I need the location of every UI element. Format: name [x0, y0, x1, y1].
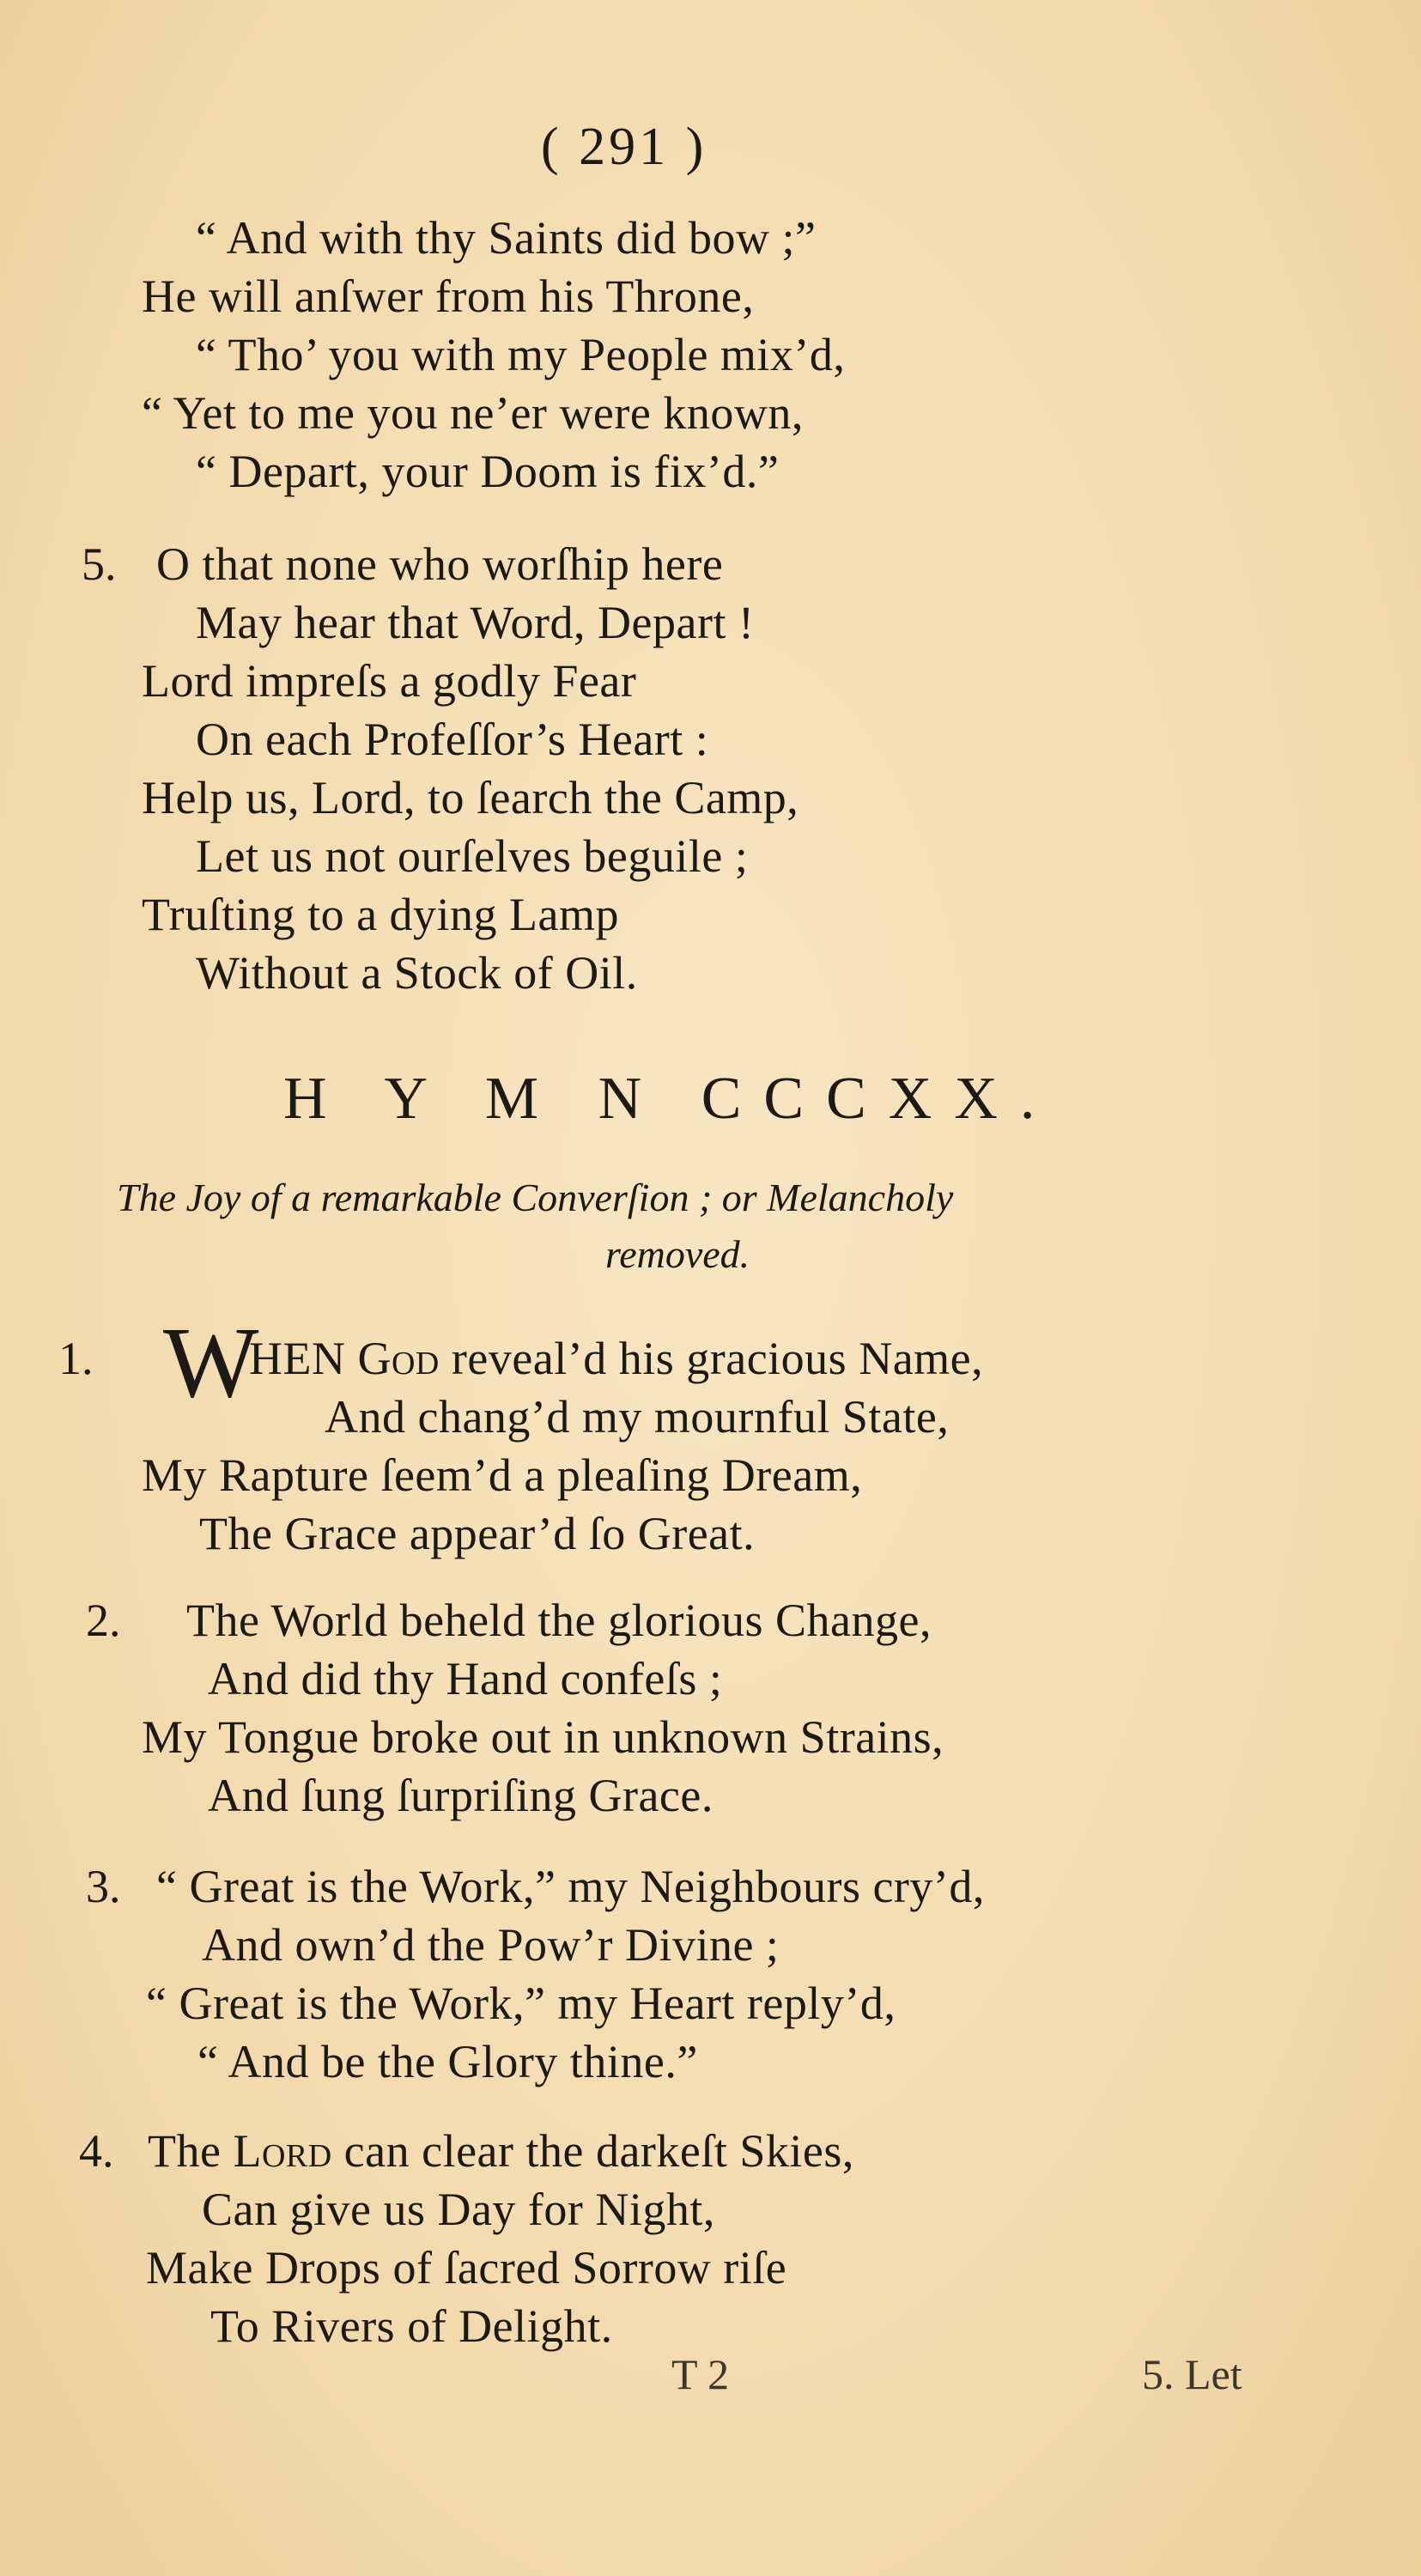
verse-line: “ Tho’ you with my People mix’d, — [196, 329, 846, 380]
verse-line: “ Great is the Work,” my Neighbours cry’d, — [156, 1861, 985, 1912]
verse-line: My Tongue broke out in unknown Strains, — [142, 1711, 944, 1763]
stanza-number: 4. — [79, 2125, 114, 2177]
signature-mark: T 2 — [671, 2350, 730, 2398]
verse-line: And chang’d my mournful State, — [325, 1391, 950, 1443]
verse-line — [148, 2125, 854, 2177]
stanza-number: 2. — [86, 1595, 121, 1646]
verse-line: Lord impreſs a godly Fear — [142, 655, 637, 707]
verse-line: The Grace appear’d ſo Great. — [199, 1508, 756, 1559]
divine-name: Lord — [233, 2125, 332, 2177]
verse-line: Make Drops of ſacred Sorrow riſe — [146, 2242, 787, 2293]
verse-text: can clear the darkeſt Skies, — [331, 2125, 854, 2177]
drop-capital: W — [163, 1306, 259, 1419]
verse-line: “ Yet to me you ne’er were known, — [142, 387, 804, 439]
verse-line: The World beheld the glorious Change, — [186, 1595, 932, 1646]
hymn-subtitle-continued: removed. — [605, 1232, 750, 1276]
verse-line: To Rivers of Delight. — [210, 2300, 613, 2352]
hymn-subtitle: The Joy of a remarkable Converſion ; or Melancholy — [117, 1176, 954, 1219]
verse-line — [249, 1335, 983, 1382]
verse-line: “ Great is the Work,” my Heart reply’d, — [146, 1978, 896, 2029]
verse-line: On each Profeſſor’s Heart : — [196, 714, 709, 765]
verse-line: My Rapture ſeem’d a pleaſing Dream, — [142, 1449, 863, 1501]
verse-line: “ And be the Glory thine.” — [197, 2036, 698, 2087]
verse-line: “ And with thy Saints did bow ;” — [196, 212, 817, 264]
catchword: 5. Let — [1142, 2350, 1242, 2398]
verse-line: Without a Stock of Oil. — [196, 947, 638, 999]
verse-text: HEN — [249, 1333, 358, 1384]
verse-line: Can give us Day for Night, — [202, 2184, 715, 2235]
verse-line: Let us not ourſelves beguile ; — [196, 830, 749, 882]
verse-line: Truſting to a dying Lamp — [142, 889, 620, 940]
verse-text: The — [148, 2125, 234, 2177]
stanza-number: 1. — [58, 1333, 94, 1384]
verse-line: He will anſwer from his Throne, — [142, 270, 755, 322]
verse-line: And ſung ſurpriſing Grace. — [208, 1770, 714, 1821]
verse-line: May hear that Word, Depart ! — [196, 597, 755, 648]
stanza-number: 5. — [82, 538, 117, 590]
divine-name: God — [357, 1333, 440, 1384]
verse-line: “ Depart, your Doom is fix’d.” — [196, 446, 780, 497]
page-number-header: ( 291 ) — [541, 118, 707, 176]
verse-line: O that none who worſhip here — [156, 538, 724, 590]
verse-line: And own’d the Pow’r Divine ; — [202, 1919, 780, 1971]
verse-line: Help us, Lord, to ſearch the Camp, — [142, 772, 799, 823]
stanza-number: 3. — [86, 1861, 121, 1912]
verse-text: reveal’d his gracious Name, — [439, 1333, 984, 1384]
verse-line: And did thy Hand confeſs ; — [208, 1653, 723, 1704]
hymn-title: H Y M N CCCXX. — [283, 1066, 1058, 1132]
